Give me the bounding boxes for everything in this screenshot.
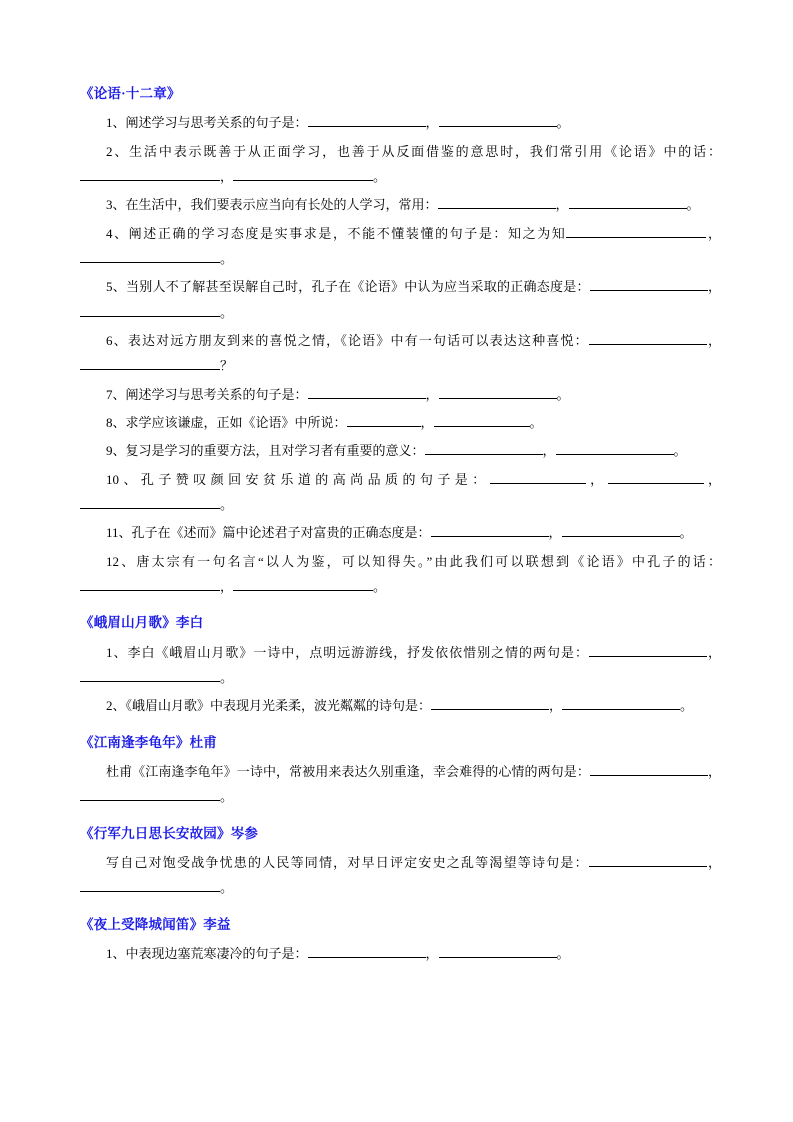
answer-blank[interactable] (434, 413, 530, 427)
answer-blank[interactable] (590, 277, 708, 291)
question-item (80, 110, 721, 135)
answer-blank[interactable] (80, 303, 220, 317)
question-text: 写自己对饱受战争忧患的人民等同情，对早日评定安史之乱等渴望等诗句是： (106, 854, 589, 870)
question-end-punctuation: 。 (220, 497, 234, 513)
question-item (80, 640, 721, 691)
question-item (80, 139, 721, 190)
question-item (80, 520, 721, 545)
question-item (80, 438, 721, 463)
question-end-punctuation: 。 (556, 115, 570, 131)
answer-blank[interactable] (80, 878, 220, 892)
answer-blank[interactable] (80, 787, 220, 801)
question-end-punctuation: 。 (220, 789, 234, 805)
blank-separator: ， (706, 225, 721, 241)
blank-separator: ， (220, 579, 234, 595)
blank-separator: ， (707, 279, 721, 295)
question-end-punctuation: 。 (680, 698, 694, 714)
question-item (80, 328, 721, 379)
question-item (80, 221, 721, 272)
question-end-punctuation: 。 (373, 579, 387, 595)
answer-blank[interactable] (562, 696, 680, 710)
question-end-punctuation: 。 (373, 168, 387, 184)
blank-separator: ， (555, 197, 569, 213)
question-item (80, 410, 721, 435)
question-item (80, 382, 721, 407)
question-end-punctuation: 。 (220, 670, 234, 686)
question-text: 1、李白《峨眉山月歌》一诗中，点明远游游线，抒发依依惜别之情的两句是： (106, 644, 589, 660)
answer-blank[interactable] (589, 331, 707, 345)
question-item (80, 549, 721, 600)
answer-blank[interactable] (308, 385, 426, 399)
section-title: 《峨眉山月歌》李白 (80, 615, 204, 631)
blank-separator: ， (703, 471, 721, 487)
question-item (80, 467, 721, 518)
blank-separator: ， (220, 168, 234, 184)
question-end-punctuation: ？ (220, 358, 234, 374)
answer-blank[interactable] (80, 577, 220, 591)
answer-blank[interactable] (439, 385, 557, 399)
answer-blank[interactable] (233, 577, 373, 591)
blank-separator: ， (542, 443, 556, 459)
answer-blank[interactable] (590, 762, 708, 776)
answer-blank[interactable] (347, 413, 421, 427)
question-text: 9、复习是学习的重要方法，且对学习者有重要的意义： (106, 443, 425, 459)
section-title: 《夜上受降城闻笛》李益 (80, 916, 231, 932)
section-title: 《论语·十二章》 (80, 86, 181, 101)
question-text: 2、《峨眉山月歌》中表现月光柔柔，波光粼粼的诗句是： (106, 698, 432, 714)
answer-blank[interactable] (425, 441, 543, 455)
blank-separator: ， (585, 471, 608, 487)
question-end-punctuation: 。 (556, 945, 570, 961)
blank-separator: ， (425, 386, 439, 402)
answer-blank[interactable] (438, 195, 556, 209)
question-end-punctuation: 。 (529, 415, 543, 431)
answer-blank[interactable] (80, 668, 220, 682)
section-title: 《行军九日思长安故园》岑参 (80, 825, 259, 841)
question-text: 8、求学应该谦虚，正如《论语》中所说： (106, 415, 347, 431)
blank-separator: ， (706, 854, 721, 870)
answer-blank[interactable] (439, 113, 557, 127)
answer-blank[interactable] (308, 944, 426, 958)
question-item (80, 941, 721, 966)
question-text: 6、表达对远方朋友到来的喜悦之情，《论语》中有一句话可以表达这种喜悦： (106, 333, 589, 348)
question-text: 杜甫《江南逢李龟年》一诗中，常被用来表达久别重逢，幸会难得的心情的两句是： (106, 763, 590, 779)
question-end-punctuation: 。 (679, 525, 693, 541)
answer-blank[interactable] (608, 470, 704, 484)
blank-separator: ， (548, 525, 562, 541)
answer-blank[interactable] (80, 249, 220, 263)
answer-blank[interactable] (308, 113, 426, 127)
blank-separator: ， (706, 644, 721, 660)
blank-separator: ， (425, 945, 439, 961)
answer-blank[interactable] (566, 224, 706, 238)
question-item (80, 192, 721, 217)
question-text: 7、阐述学习与思考关系的句子是： (106, 386, 308, 402)
question-text: 10、孔子赞叹颜回安贫乐道的高尚品质的句子是： (106, 471, 490, 487)
answer-blank[interactable] (569, 195, 687, 209)
blank-separator: ， (707, 763, 721, 779)
answer-blank[interactable] (80, 356, 220, 370)
answer-blank[interactable] (589, 853, 707, 867)
question-item (80, 850, 721, 901)
question-text: 5、当别人不了解甚至误解自己时，孔子在《论语》中认为应当采取的正确态度是： (106, 279, 590, 295)
question-end-punctuation: 。 (220, 304, 234, 320)
question-text: 11、孔子在《述而》篇中论述君子对富贵的正确态度是： (106, 525, 431, 541)
answer-blank[interactable] (556, 441, 674, 455)
answer-blank[interactable] (233, 167, 373, 181)
blank-separator: ， (425, 115, 439, 131)
document-content (80, 84, 721, 966)
question-text: 2、生活中表示既善于从正面学习，也善于从反面借鉴的意思时，我们常引用《论语》中的话： (106, 143, 721, 159)
section-title: 《江南逢李龟年》杜甫 (80, 734, 217, 750)
answer-blank[interactable] (80, 495, 220, 509)
question-text: 1、阐述学习与思考关系的句子是： (106, 115, 308, 131)
answer-blank[interactable] (431, 523, 549, 537)
answer-blank[interactable] (439, 944, 557, 958)
answer-blank[interactable] (431, 696, 549, 710)
question-end-punctuation: 。 (673, 443, 687, 459)
question-text: 1、中表现边塞荒寒凄冷的句子是： (106, 945, 308, 961)
answer-blank[interactable] (589, 643, 707, 657)
question-text: 4、阐述正确的学习态度是实事求是，不能不懂装懂的句子是：知之为知 (106, 225, 567, 241)
blank-separator: ， (706, 333, 721, 348)
answer-blank[interactable] (490, 470, 586, 484)
question-text: 12、唐太宗有一句名言“以人为鉴，可以知得失。”由此我们可以联想到《论语》中孔子的话： (106, 553, 721, 569)
answer-blank[interactable] (80, 167, 220, 181)
blank-separator: ， (549, 698, 563, 714)
question-end-punctuation: 。 (556, 386, 570, 402)
question-item (80, 274, 721, 325)
question-item (80, 693, 721, 718)
question-end-punctuation: 。 (220, 250, 234, 266)
question-end-punctuation: 。 (686, 197, 700, 213)
answer-blank[interactable] (562, 523, 680, 537)
question-end-punctuation: 。 (220, 880, 234, 896)
question-item (80, 759, 721, 810)
question-text: 3、在生活中，我们要表示应当向有长处的人学习，常用： (106, 197, 438, 213)
blank-separator: ， (420, 415, 434, 431)
